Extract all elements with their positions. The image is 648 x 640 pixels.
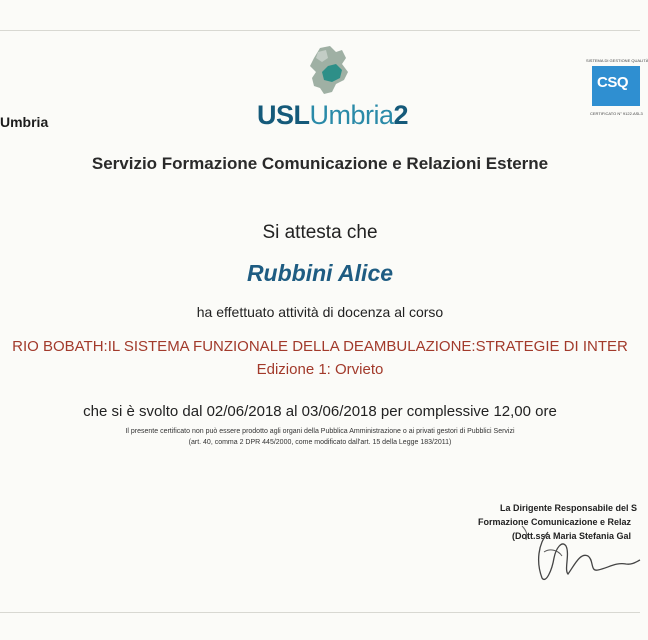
signatory-name: (Dott.ssa Maria Stefania Gal — [512, 531, 632, 541]
usl-wordmark-umbria: Umbria — [309, 100, 394, 130]
course-edition: Edizione 1: Orvieto — [256, 361, 384, 378]
recipient-name: Rubbini Alice — [246, 260, 394, 286]
bottom-border-line — [0, 612, 640, 613]
csq-badge-label: CSQ — [597, 74, 629, 91]
csq-top-text: SISTEMA DI GESTIONE QUALITÀ — [586, 58, 648, 63]
usl-wordmark-usl: USL — [257, 100, 310, 130]
signature-icon — [508, 522, 640, 588]
usl-wordmark — [257, 100, 408, 131]
csq-bottom-text: CERTIFICATO N° 9122.ASL3 — [590, 111, 643, 116]
legal-notice-line-2: (art. 40, comma 2 DPR 445/2000, come modificato dall'art. 15 della Legge 183/2011) — [188, 439, 452, 446]
attest-heading: Si attesta che — [262, 222, 378, 243]
top-border-line — [0, 30, 640, 31]
course-dates: che si è svolto dal 02/06/2018 al 03/06/2018 per complessive 12,00 ore — [83, 403, 557, 420]
csq-certification-logo — [580, 56, 648, 126]
signatory-title-line-2: Formazione Comunicazione e Relaz — [478, 517, 632, 527]
csq-badge — [592, 66, 640, 106]
usl-wordmark-number: 2 — [393, 100, 409, 130]
region-umbria-logo — [0, 62, 56, 132]
course-title: RIO BOBATH:IL SISTEMA FUNZIONALE DELLA DEAMBULAZIONE:STRATEGIE DI INTER — [12, 338, 628, 355]
umbria-map-icon — [302, 44, 356, 98]
usl-umbria2-logo — [254, 44, 409, 130]
legal-notice-line-1: Il presente certificato non può essere prodotto agli organi della Pubblica Amministrazione o ai privati gestori di Pubblici Servizi — [125, 428, 515, 435]
region-logo-label: Umbria — [0, 114, 49, 130]
signatory-title-line-1: La Dirigente Responsabile del S — [500, 503, 638, 513]
service-title: Servizio Formazione Comunicazione e Relazioni Esterne — [91, 154, 549, 173]
activity-statement: ha effettuato attività di docenza al corso — [196, 304, 444, 320]
